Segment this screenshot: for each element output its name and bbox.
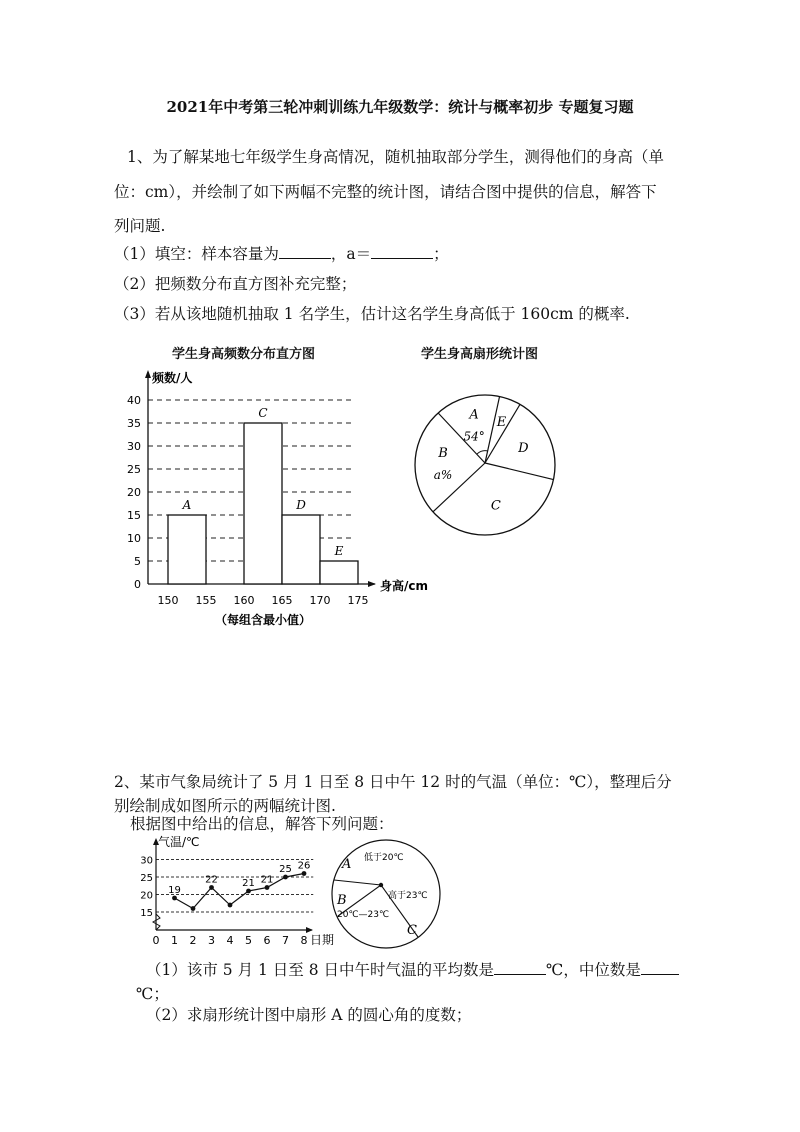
answer-blank-median[interactable] [641,960,679,975]
histogram-title: 学生身高频数分布直方图 [172,347,316,362]
pie2-slice-text: 低于20℃ [364,853,404,863]
histogram-bar [168,515,206,584]
y-axis-label: 频数/人 [152,371,193,385]
pie1-chart [410,390,560,540]
histogram-bar [282,515,320,584]
q1-part2: （2）把频数分布直方图补充完整； [114,275,357,293]
pie2-slice-label: B [337,893,347,908]
q1-stem-line2: 位：cm），并绘制了如下两幅不完整的统计图，请结合图中提供的信息，解答下 [114,183,657,201]
point-label: 26 [297,860,311,872]
y-tick-label: 0 [134,578,141,591]
x-axis-label: 日期 [310,933,335,947]
pie1-slice-value: 54° [463,429,485,444]
x-tick-label: 150 [157,594,179,607]
y-tick-label: 10 [127,532,141,545]
y-tick-label: 20 [127,486,141,499]
pie2-chart [328,836,444,952]
histogram-bar [244,423,282,584]
histogram-chart [110,360,450,635]
x-tick-label: 0 [152,934,160,947]
bar-label: C [258,406,268,420]
y-tick-label: 35 [127,417,141,430]
pie2-slice-text: 高于23℃ [388,891,428,901]
data-point [246,889,251,894]
x-tick-label: 3 [208,934,215,947]
point-label: 25 [279,864,292,875]
pie2-slice-label: A [342,857,352,872]
point-label: 21 [242,878,255,889]
q2-part1-text-b: ℃，中位数是 [546,961,641,979]
y-tick-label: 25 [140,873,153,884]
q1-part1 [114,242,449,264]
q1-part1-text-a: （1）填空：样本容量为 [114,245,279,263]
q2-stem-line1: 2、某市气象局统计了 5 月 1 日至 8 日中午 12 时的气温（单位：℃），整理后分 [114,773,672,791]
pie1-slice-label: B [438,445,448,461]
x-tick-label: 8 [300,934,308,947]
histogram-bar [320,561,358,584]
y-tick-label: 25 [127,463,141,476]
point-label: 22 [205,874,218,886]
pie1-slice-value: a% [433,467,453,482]
y-tick-label: 20 [140,890,153,902]
pie1-slice-label: D [518,440,529,456]
data-point [302,871,307,876]
q1-part1-text-c: ； [433,245,449,263]
x-tick-label: 6 [263,934,271,947]
pie2-slice-text: 20℃—23℃ [337,910,390,920]
q1-stem-line3: 列问题. [114,217,166,235]
q1-stem-line1: 1、为了解某地七年级学生身高情况，随机抽取部分学生，测得他们的身高（单 [127,148,664,166]
q2-part2: （2）求扇形统计图中扇形 A 的圆心角的度数； [146,1006,472,1024]
x-axis-label: 身高/cm [380,579,429,593]
point-label: 19 [168,885,181,896]
data-point [283,875,288,880]
x-tick-label: 165 [271,594,293,607]
x-tick-label: 175 [347,594,369,607]
q2-part1 [146,958,679,980]
data-point [228,903,233,908]
pie1-slice-label: A [469,407,479,423]
bar-label: A [182,498,192,512]
bar-label: E [334,544,344,558]
y-tick-label: 40 [127,394,141,407]
q1-part3: （3）若从该地随机抽取 1 名学生，估计这名学生身高低于 160cm 的概率. [114,305,630,323]
data-point [172,896,177,901]
answer-blank-mean[interactable] [494,960,546,975]
y-axis-arrow [145,370,151,378]
pie1-title: 学生身高扇形统计图 [421,347,539,362]
x-tick-label: 7 [282,934,289,947]
pie1-circle [415,395,555,535]
q2-part1-end: ℃； [136,985,169,1003]
x-tick-label: 5 [245,934,252,947]
data-point [191,906,196,911]
data-point [265,885,270,890]
temperature-line-chart [140,830,340,950]
bar-label: D [296,498,306,512]
y-tick-label: 15 [127,509,141,522]
x-axis-arrow [368,581,376,587]
q2-stem-line3: 根据图中给出的信息，解答下列问题： [130,815,394,833]
x-tick-label: 160 [233,594,255,607]
pie2-center-dot [379,883,383,887]
q2-stem-line2: 别绘制成如图所示的两幅统计图. [114,797,336,815]
q1-part1-text-b: ，a＝ [330,245,372,263]
x-tick-label: 1 [171,934,178,947]
histogram-note: （每组含最小值） [214,613,312,627]
pie1-slice-label: E [496,415,507,431]
y-tick-label: 5 [134,555,141,568]
y-tick-label: 30 [140,855,153,867]
q2-part1-text-a: （1）该市 5 月 1 日至 8 日中午时气温的平均数是 [146,961,495,979]
page-title: 2021年中考第三轮冲刺训练九年级数学：统计与概率初步 专题复习题 [166,98,634,116]
answer-blank-sample-size[interactable] [279,244,331,259]
y-tick-label: 30 [127,440,141,453]
y-axis-label: 气温/℃ [158,835,200,849]
answer-blank-a[interactable] [371,244,433,259]
data-point [209,885,214,890]
x-tick-label: 2 [189,934,197,947]
pie1-slice-label: C [490,498,501,514]
x-tick-label: 4 [226,934,234,947]
point-label: 21 [260,874,274,886]
pie2-slice-label: C [407,923,417,938]
x-tick-label: 170 [309,594,331,607]
y-tick-label: 15 [140,908,153,919]
x-tick-label: 155 [195,594,217,607]
